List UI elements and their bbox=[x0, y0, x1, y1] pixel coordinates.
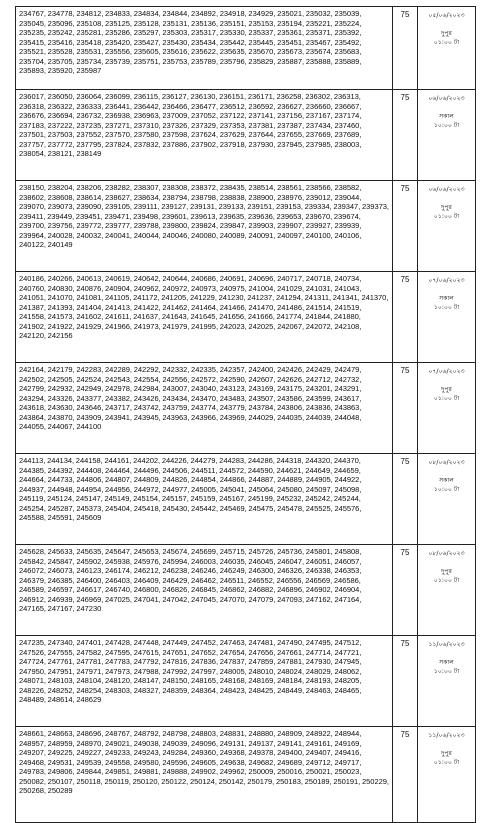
exam-time: ০১:০০ টা bbox=[433, 577, 460, 584]
candidate-count: 75 bbox=[393, 90, 418, 181]
exam-date: ১১/০৬/২০২৩ bbox=[428, 732, 465, 739]
exam-time: ০১:০০ টা bbox=[433, 759, 460, 766]
exam-shift: সকাল bbox=[439, 295, 454, 302]
exam-time: ১০:০০ টা bbox=[433, 304, 460, 311]
candidate-id-list: 236017, 236050, 236064, 236099, 236115, 236127, 236130, 236151, 236171, 236258, 236302, 236313, 236318, 236322, 236333, 236441, 236442, 236466, 236477, 236512, 236592, 236627, 236660, 236667, 236676, 236694, 236732, 236938, 236963, 237009, 237052, 237122, 237141, 237156, 237167, 237174, 237183, 237222, 237235, 237271, 237310, 237326, 237329, 237353, 237381, 237387, 237434, 237460, 237501, 237503, 237552, 237570, 237580, 237598, 237624, 237629, 237644, 237655, 237669, 237689, 237757, 237772, 237795, 237824, 237832, 237886, 237902, 237918, 237930, 237945, 237985, 238003, 238054, 238121, 238149 bbox=[16, 90, 393, 181]
table-row bbox=[16, 545, 476, 636]
exam-shift: দুপুর bbox=[441, 204, 452, 211]
candidate-id-list: 245628, 245633, 245635, 245647, 245653, 245674, 245699, 245715, 245726, 245736, 245801, 245808, 245842, 245847, 245902, 245938, 245976, 245994, 246003, 246035, 246045, 246047, 246051, 246057, 246072, 246073, 246123, 246174, 246212, 246238, 246246, 246249, 246300, 246326, 246338, 246353, 246379, 246385, 246400, 246403, 246409, 246429, 246462, 246511, 246552, 246556, 246569, 246586, 246589, 246597, 246617, 246740, 246800, 246826, 246845, 246862, 246882, 246896, 246902, 246904, 246912, 246939, 246969, 247025, 247041, 247042, 247045, 247070, 247079, 247093, 247162, 247164, 247165, 247167, 247230 bbox=[16, 545, 393, 636]
exam-date: ০৬/০৬/২০২৩ bbox=[428, 186, 465, 193]
schedule-table bbox=[15, 6, 476, 823]
exam-date: ০৬/০৬/২০২৩ bbox=[428, 95, 465, 102]
exam-shift: সকাল bbox=[439, 477, 454, 484]
candidate-id-list: 238150, 238204, 238206, 238282, 238307, 238308, 238372, 238435, 238514, 238561, 238566, 238582, 238602, 238608, 238614, 238627, 238634, 238794, 238798, 238838, 238900, 238976, 239012, 239044, 239070, 239073, 239090, 239105, 239111, 239127, 239131, 239133, 239151, 239153, 239334, 239347, 239373, 239411, 239449, 239451, 239471, 239498, 239601, 239613, 239635, 239636, 239653, 239670, 239674, 239700, 239756, 239772, 239777, 239788, 239800, 239824, 239847, 239903, 239907, 239927, 239939, 239964, 240028, 240032, 240041, 240044, 240046, 240080, 240089, 240091, 240097, 240100, 240106, 240122, 240149 bbox=[16, 181, 393, 272]
schedule-info-cell bbox=[418, 272, 476, 363]
candidate-count: 75 bbox=[393, 181, 418, 272]
schedule-info-cell bbox=[418, 181, 476, 272]
exam-shift: দুপুর bbox=[441, 568, 452, 575]
table-row bbox=[16, 363, 476, 454]
schedule-info-cell bbox=[418, 636, 476, 727]
schedule-sheet bbox=[15, 6, 476, 823]
exam-shift: দুপুর bbox=[441, 386, 452, 393]
candidate-count: 75 bbox=[393, 7, 418, 90]
exam-shift: দুপুর bbox=[441, 750, 452, 757]
schedule-info-cell bbox=[418, 7, 476, 90]
table-row bbox=[16, 90, 476, 181]
candidate-count: 75 bbox=[393, 454, 418, 545]
table-row bbox=[16, 636, 476, 727]
exam-time: ১০:০০ টা bbox=[433, 668, 460, 675]
exam-time: ১০:০০ টা bbox=[433, 122, 460, 129]
table-row bbox=[16, 454, 476, 545]
candidate-id-list: 244113, 244134, 244158, 244161, 244202, 244226, 244279, 244283, 244286, 244318, 244320, 244370, 244385, 244392, 244408, 244464, 244496, 244506, 244511, 244572, 244590, 244621, 244649, 244659, 244664, 244733, 244806, 244807, 244809, 244826, 244854, 244866, 244887, 244889, 244905, 244922, 244937, 244948, 244954, 244956, 244972, 244977, 245005, 245041, 245064, 245080, 245097, 245098, 245119, 245124, 245147, 245149, 245154, 245157, 245159, 245167, 245199, 245232, 245242, 245244, 245254, 245287, 245373, 245404, 245418, 245430, 245442, 245469, 245475, 245478, 245525, 245576, 245588, 245591, 245609 bbox=[16, 454, 393, 545]
schedule-info-cell bbox=[418, 545, 476, 636]
candidate-count: 75 bbox=[393, 363, 418, 454]
exam-shift: দুপুর bbox=[441, 30, 452, 37]
exam-time: ১০:০০ টা bbox=[433, 486, 460, 493]
candidate-id-list: 247235, 247340, 247401, 247428, 247448, 247449, 247452, 247463, 247481, 247490, 247495, 247512, 247526, 247555, 247582, 247595, 247615, 247651, 247652, 247654, 247656, 247661, 247714, 247721, 247724, 247761, 247781, 247783, 247792, 247816, 247836, 247837, 247859, 247881, 247930, 247945, 247950, 247951, 247971, 247973, 247988, 247992, 247997, 248005, 248010, 248024, 248029, 248062, 248071, 248103, 248104, 248120, 248147, 248150, 248165, 248168, 248169, 248184, 248193, 248205, 248226, 248252, 248254, 248303, 248327, 248359, 248364, 248423, 248425, 248449, 248463, 248465, 248489, 248614, 248629 bbox=[16, 636, 393, 727]
candidate-id-list: 234767, 234778, 234812, 234833, 234834, 234844, 234892, 234918, 234929, 235021, 235032, 235039, 235045, 235096, 235108, 235125, 235128, 235131, 235136, 235151, 235153, 235194, 235221, 235224, 235235, 235242, 235281, 235286, 235297, 235303, 235317, 235330, 235337, 235361, 235371, 235392, 235415, 235416, 235418, 235420, 235427, 235430, 235434, 235442, 235445, 235451, 235467, 235492, 235521, 235528, 235531, 235556, 235605, 235616, 235622, 235635, 235670, 235673, 235674, 235683, 235704, 235705, 235734, 235739, 235751, 235753, 235789, 235796, 235829, 235887, 235888, 235889, 235893, 235920, 235987 bbox=[16, 7, 393, 90]
exam-date: ১১/০৬/২০২৩ bbox=[428, 641, 465, 648]
schedule-info-cell bbox=[418, 363, 476, 454]
schedule-info-cell bbox=[418, 90, 476, 181]
schedule-table-body bbox=[16, 7, 476, 823]
exam-date: ০৮/০৬/২০২৩ bbox=[428, 459, 465, 466]
candidate-count: 75 bbox=[393, 636, 418, 727]
exam-shift: সকাল bbox=[439, 659, 454, 666]
table-row bbox=[16, 7, 476, 90]
table-row bbox=[16, 727, 476, 823]
candidate-id-list: 240186, 240266, 240613, 240619, 240642, 240644, 240686, 240691, 240696, 240717, 240718, 240734, 240760, 240830, 240876, 240904, 240962, 240972, 240973, 240975, 241004, 241029, 241031, 241043, 241051, 241070, 241081, 241105, 241172, 241205, 241229, 241230, 241237, 241294, 241311, 241341, 241370, 241387, 241393, 241404, 241413, 241422, 241462, 241464, 241466, 241470, 241486, 241514, 241519, 241558, 241573, 241602, 241611, 241637, 241643, 241645, 241656, 241666, 241774, 241844, 241880, 241902, 241922, 241929, 241966, 241973, 241979, 241995, 242023, 242025, 242067, 242072, 242108, 242120, 242156 bbox=[16, 272, 393, 363]
exam-date: ০৭/০৬/২০২৩ bbox=[428, 277, 465, 284]
schedule-info-cell bbox=[418, 727, 476, 823]
exam-time: ০১:০০ টা bbox=[433, 39, 460, 46]
table-row bbox=[16, 272, 476, 363]
candidate-id-list: 248661, 248663, 248696, 248767, 248792, 248798, 248803, 248831, 248880, 248909, 248922, 248944, 248957, 248959, 248970, 249021, 249038, 249039, 249096, 249131, 249137, 249141, 249161, 249169, 249207, 249225, 249227, 249233, 249243, 249284, 249360, 249368, 249378, 249400, 249407, 249416, 249468, 249531, 249539, 249558, 249580, 249596, 249605, 249638, 249682, 249689, 249712, 249717, 249783, 249806, 249844, 249851, 249881, 249888, 249902, 249962, 250009, 250016, 250021, 250023, 250082, 250107, 250118, 250119, 250120, 250122, 250124, 250142, 250179, 250183, 250189, 250191, 250229, 250268, 250289 bbox=[16, 727, 393, 823]
exam-shift: সকাল bbox=[439, 113, 454, 120]
schedule-info-cell bbox=[418, 454, 476, 545]
exam-date: ০৫/০৬/২০২৩ bbox=[428, 12, 465, 19]
candidate-count: 75 bbox=[393, 727, 418, 823]
exam-time: ০১:০০ টা bbox=[433, 213, 460, 220]
candidate-id-list: 242164, 242179, 242283, 242289, 242292, 242332, 242335, 242357, 242400, 242426, 242429, 242479, 242502, 242505, 242524, 242543, 242554, 242556, 242572, 242590, 242607, 242626, 242712, 242732, 242799, 242932, 242949, 242978, 242984, 243007, 243040, 243123, 243169, 243175, 243201, 243291, 243294, 243326, 243377, 243382, 243426, 243434, 243470, 243483, 243507, 243586, 243599, 243617, 243618, 243630, 243646, 243717, 243742, 243759, 243774, 243779, 243784, 243806, 243836, 243863, 243864, 243870, 243909, 243941, 243945, 243963, 243966, 243969, 244029, 244035, 244039, 244048, 244055, 244067, 244100 bbox=[16, 363, 393, 454]
exam-time: ০১:০০ টা bbox=[433, 395, 460, 402]
candidate-count: 75 bbox=[393, 272, 418, 363]
candidate-count: 75 bbox=[393, 545, 418, 636]
exam-date: ০৭/০৬/২০২৩ bbox=[428, 368, 465, 375]
exam-date: ০৮/০৬/২০২৩ bbox=[428, 550, 465, 557]
table-row bbox=[16, 181, 476, 272]
